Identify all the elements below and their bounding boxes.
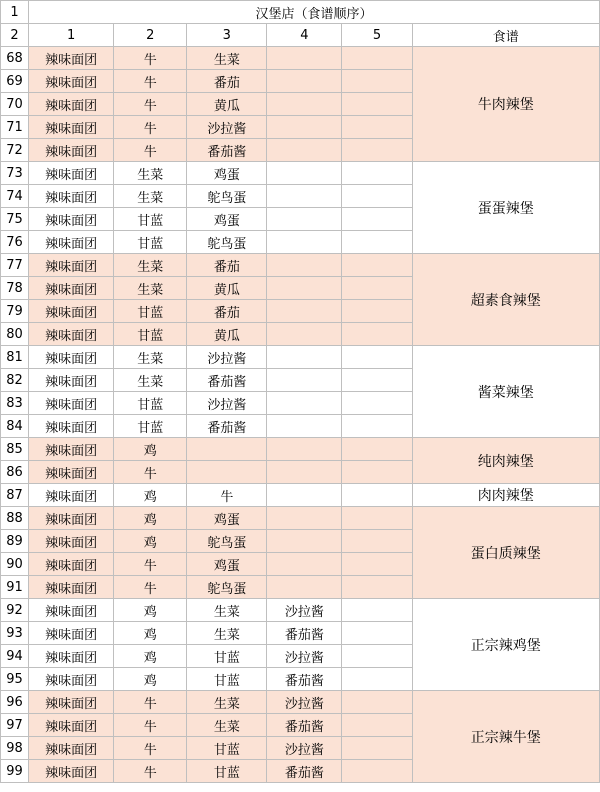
row-header[interactable]: 97: [1, 714, 29, 737]
cell-ingredient-1[interactable]: 辣味面团: [29, 438, 114, 461]
cell-ingredient-1[interactable]: 辣味面团: [29, 392, 114, 415]
cell-ingredient-3[interactable]: 鸡蛋: [187, 162, 267, 185]
row-header[interactable]: 76: [1, 231, 29, 254]
row-header[interactable]: 77: [1, 254, 29, 277]
cell-ingredient-5[interactable]: [342, 185, 412, 208]
row-header[interactable]: 90: [1, 553, 29, 576]
cell-ingredient-2[interactable]: 牛: [114, 760, 187, 783]
table-row: [1, 438, 600, 461]
cell-ingredient-2[interactable]: 甘蓝: [114, 323, 187, 346]
cell-ingredient-3[interactable]: 牛: [187, 484, 267, 507]
cell-ingredient-2[interactable]: 鸡: [114, 645, 187, 668]
cell-ingredient-1[interactable]: 辣味面团: [29, 461, 114, 484]
cell-ingredient-3[interactable]: 生菜: [187, 714, 267, 737]
cell-ingredient-1[interactable]: 辣味面团: [29, 507, 114, 530]
cell-ingredient-2[interactable]: 生菜: [114, 346, 187, 369]
cell-ingredient-1[interactable]: 辣味面团: [29, 369, 114, 392]
cell-ingredient-5[interactable]: [342, 392, 412, 415]
cell-ingredient-3[interactable]: 番茄: [187, 300, 267, 323]
cell-ingredient-4[interactable]: [267, 93, 342, 116]
cell-ingredient-4[interactable]: [267, 162, 342, 185]
cell-ingredient-4[interactable]: 沙拉酱: [267, 599, 342, 622]
cell-ingredient-5[interactable]: [342, 599, 412, 622]
row-header[interactable]: 72: [1, 139, 29, 162]
cell-ingredient-1[interactable]: 辣味面团: [29, 185, 114, 208]
row-header[interactable]: 79: [1, 300, 29, 323]
column-header-row: [1, 24, 600, 47]
cell-ingredient-4[interactable]: [267, 277, 342, 300]
cell-ingredient-5[interactable]: [342, 691, 412, 714]
column-header-4: 4: [267, 24, 342, 47]
cell-ingredient-3[interactable]: 鸡蛋: [187, 507, 267, 530]
cell-ingredient-2[interactable]: 甘蓝: [114, 392, 187, 415]
cell-ingredient-2[interactable]: 甘蓝: [114, 415, 187, 438]
cell-ingredient-1[interactable]: 辣味面团: [29, 415, 114, 438]
cell-ingredient-4[interactable]: [267, 392, 342, 415]
row-header[interactable]: 88: [1, 507, 29, 530]
cell-ingredient-3[interactable]: 黄瓜: [187, 93, 267, 116]
cell-ingredient-4[interactable]: [267, 438, 342, 461]
row-header[interactable]: 74: [1, 185, 29, 208]
cell-ingredient-2[interactable]: 牛: [114, 93, 187, 116]
cell-ingredient-1[interactable]: 辣味面团: [29, 93, 114, 116]
row-header[interactable]: 70: [1, 93, 29, 116]
cell-ingredient-4[interactable]: [267, 553, 342, 576]
cell-ingredient-2[interactable]: 生菜: [114, 254, 187, 277]
row-header[interactable]: 75: [1, 208, 29, 231]
cell-ingredient-5[interactable]: [342, 70, 412, 93]
cell-ingredient-1[interactable]: 辣味面团: [29, 323, 114, 346]
cell-ingredient-4[interactable]: [267, 576, 342, 599]
cell-ingredient-4[interactable]: [267, 300, 342, 323]
cell-ingredient-1[interactable]: 辣味面团: [29, 47, 114, 70]
row-header[interactable]: 93: [1, 622, 29, 645]
cell-ingredient-5[interactable]: [342, 254, 412, 277]
cell-ingredient-1[interactable]: 辣味面团: [29, 530, 114, 553]
cell-ingredient-5[interactable]: [342, 645, 412, 668]
row-header[interactable]: 94: [1, 645, 29, 668]
cell-ingredient-5[interactable]: [342, 116, 412, 139]
cell-ingredient-3[interactable]: 番茄酱: [187, 369, 267, 392]
cell-ingredient-1[interactable]: 辣味面团: [29, 760, 114, 783]
cell-ingredient-3[interactable]: 甘蓝: [187, 760, 267, 783]
cell-recipe-name[interactable]: 蛋蛋辣堡: [412, 162, 599, 254]
cell-recipe-name[interactable]: 肉肉辣堡: [412, 484, 599, 507]
table-row: [1, 47, 600, 70]
row-header[interactable]: 89: [1, 530, 29, 553]
row-header[interactable]: 96: [1, 691, 29, 714]
row-header[interactable]: 99: [1, 760, 29, 783]
cell-ingredient-3[interactable]: 番茄: [187, 70, 267, 93]
cell-ingredient-2[interactable]: 甘蓝: [114, 231, 187, 254]
cell-ingredient-3[interactable]: 甘蓝: [187, 668, 267, 691]
cell-ingredient-4[interactable]: [267, 208, 342, 231]
cell-ingredient-3[interactable]: 鸵鸟蛋: [187, 576, 267, 599]
cell-ingredient-5[interactable]: [342, 737, 412, 760]
cell-ingredient-5[interactable]: [342, 484, 412, 507]
cell-ingredient-5[interactable]: [342, 760, 412, 783]
cell-ingredient-3[interactable]: 番茄酱: [187, 139, 267, 162]
cell-ingredient-1[interactable]: 辣味面团: [29, 70, 114, 93]
row-header[interactable]: 81: [1, 346, 29, 369]
column-header-recipe: 食谱: [412, 24, 599, 47]
cell-ingredient-2[interactable]: 牛: [114, 714, 187, 737]
cell-ingredient-1[interactable]: 辣味面团: [29, 553, 114, 576]
row-header[interactable]: 80: [1, 323, 29, 346]
cell-ingredient-2[interactable]: 鸡: [114, 668, 187, 691]
column-header-5: 5: [342, 24, 412, 47]
cell-ingredient-4[interactable]: 番茄酱: [267, 714, 342, 737]
cell-ingredient-3[interactable]: 黄瓜: [187, 323, 267, 346]
row-header[interactable]: 85: [1, 438, 29, 461]
cell-ingredient-3[interactable]: 鸵鸟蛋: [187, 185, 267, 208]
cell-ingredient-3[interactable]: 沙拉酱: [187, 392, 267, 415]
cell-recipe-name[interactable]: 纯肉辣堡: [412, 438, 599, 484]
cell-ingredient-1[interactable]: 辣味面团: [29, 254, 114, 277]
cell-ingredient-4[interactable]: 沙拉酱: [267, 645, 342, 668]
table-row: [1, 507, 600, 530]
cell-ingredient-4[interactable]: [267, 507, 342, 530]
cell-ingredient-5[interactable]: [342, 714, 412, 737]
cell-ingredient-2[interactable]: 生菜: [114, 369, 187, 392]
cell-ingredient-3[interactable]: 生菜: [187, 599, 267, 622]
cell-ingredient-4[interactable]: [267, 323, 342, 346]
cell-recipe-name[interactable]: 正宗辣牛堡: [412, 691, 599, 783]
cell-ingredient-1[interactable]: 辣味面团: [29, 300, 114, 323]
cell-ingredient-2[interactable]: 牛: [114, 47, 187, 70]
title-row: [1, 1, 600, 24]
cell-ingredient-4[interactable]: [267, 369, 342, 392]
cell-recipe-name[interactable]: 正宗辣鸡堡: [412, 599, 599, 691]
cell-ingredient-2[interactable]: 牛: [114, 139, 187, 162]
row-header[interactable]: 78: [1, 277, 29, 300]
cell-ingredient-2[interactable]: 生菜: [114, 185, 187, 208]
cell-ingredient-5[interactable]: [342, 323, 412, 346]
cell-ingredient-5[interactable]: [342, 461, 412, 484]
cell-recipe-name[interactable]: 酱菜辣堡: [412, 346, 599, 438]
cell-ingredient-2[interactable]: 鸡: [114, 484, 187, 507]
cell-ingredient-5[interactable]: [342, 231, 412, 254]
cell-ingredient-4[interactable]: 番茄酱: [267, 668, 342, 691]
cell-ingredient-3[interactable]: 鸵鸟蛋: [187, 231, 267, 254]
cell-ingredient-5[interactable]: [342, 346, 412, 369]
cell-ingredient-4[interactable]: [267, 185, 342, 208]
cell-ingredient-2[interactable]: 生菜: [114, 162, 187, 185]
cell-ingredient-4[interactable]: [267, 139, 342, 162]
cell-ingredient-3[interactable]: 沙拉酱: [187, 346, 267, 369]
cell-ingredient-5[interactable]: [342, 438, 412, 461]
row-header[interactable]: 91: [1, 576, 29, 599]
cell-ingredient-4[interactable]: [267, 47, 342, 70]
cell-ingredient-1[interactable]: 辣味面团: [29, 346, 114, 369]
table-row: [1, 691, 600, 714]
cell-ingredient-3[interactable]: 鸡蛋: [187, 208, 267, 231]
cell-ingredient-3[interactable]: 鸵鸟蛋: [187, 530, 267, 553]
cell-ingredient-1[interactable]: 辣味面团: [29, 208, 114, 231]
cell-ingredient-5[interactable]: [342, 576, 412, 599]
cell-ingredient-1[interactable]: 辣味面团: [29, 622, 114, 645]
cell-ingredient-1[interactable]: 辣味面团: [29, 162, 114, 185]
cell-recipe-name[interactable]: 蛋白质辣堡: [412, 507, 599, 599]
cell-ingredient-2[interactable]: 牛: [114, 553, 187, 576]
cell-ingredient-1[interactable]: 辣味面团: [29, 737, 114, 760]
cell-ingredient-4[interactable]: 沙拉酱: [267, 737, 342, 760]
cell-ingredient-2[interactable]: 鸡: [114, 507, 187, 530]
cell-ingredient-4[interactable]: 沙拉酱: [267, 691, 342, 714]
cell-ingredient-2[interactable]: 牛: [114, 737, 187, 760]
cell-ingredient-2[interactable]: 鸡: [114, 438, 187, 461]
cell-ingredient-3[interactable]: 甘蓝: [187, 737, 267, 760]
cell-ingredient-3[interactable]: 生菜: [187, 47, 267, 70]
cell-recipe-name[interactable]: 超素食辣堡: [412, 254, 599, 346]
cell-ingredient-4[interactable]: 番茄酱: [267, 760, 342, 783]
table-row: [1, 484, 600, 507]
column-header-3: 3: [187, 24, 267, 47]
cell-ingredient-4[interactable]: [267, 530, 342, 553]
cell-ingredient-4[interactable]: [267, 70, 342, 93]
row-header[interactable]: 69: [1, 70, 29, 93]
cell-ingredient-3[interactable]: 番茄: [187, 254, 267, 277]
row-header[interactable]: 84: [1, 415, 29, 438]
cell-ingredient-1[interactable]: 辣味面团: [29, 139, 114, 162]
row-header[interactable]: 87: [1, 484, 29, 507]
cell-ingredient-5[interactable]: [342, 300, 412, 323]
cell-ingredient-5[interactable]: [342, 668, 412, 691]
cell-ingredient-2[interactable]: 牛: [114, 70, 187, 93]
table-row: [1, 254, 600, 277]
row-header[interactable]: 68: [1, 47, 29, 70]
cell-ingredient-3[interactable]: 生菜: [187, 691, 267, 714]
cell-ingredient-3[interactable]: [187, 438, 267, 461]
cell-ingredient-2[interactable]: 甘蓝: [114, 300, 187, 323]
cell-ingredient-3[interactable]: 番茄酱: [187, 415, 267, 438]
cell-ingredient-1[interactable]: 辣味面团: [29, 599, 114, 622]
cell-ingredient-3[interactable]: 甘蓝: [187, 645, 267, 668]
cell-ingredient-2[interactable]: 甘蓝: [114, 208, 187, 231]
column-header-1: 1: [29, 24, 114, 47]
cell-ingredient-5[interactable]: [342, 369, 412, 392]
cell-ingredient-2[interactable]: 牛: [114, 461, 187, 484]
cell-ingredient-5[interactable]: [342, 277, 412, 300]
cell-ingredient-1[interactable]: 辣味面团: [29, 714, 114, 737]
cell-ingredient-5[interactable]: [342, 415, 412, 438]
row-header[interactable]: 73: [1, 162, 29, 185]
cell-ingredient-1[interactable]: 辣味面团: [29, 231, 114, 254]
cell-ingredient-3[interactable]: 沙拉酱: [187, 116, 267, 139]
cell-ingredient-5[interactable]: [342, 162, 412, 185]
cell-ingredient-5[interactable]: [342, 507, 412, 530]
row-header[interactable]: 71: [1, 116, 29, 139]
cell-ingredient-4[interactable]: [267, 415, 342, 438]
cell-ingredient-3[interactable]: 生菜: [187, 622, 267, 645]
cell-ingredient-1[interactable]: 辣味面团: [29, 116, 114, 139]
cell-ingredient-1[interactable]: 辣味面团: [29, 484, 114, 507]
table-row: [1, 346, 600, 369]
row-header[interactable]: 92: [1, 599, 29, 622]
cell-ingredient-2[interactable]: 鸡: [114, 599, 187, 622]
table-row: [1, 162, 600, 185]
cell-ingredient-5[interactable]: [342, 47, 412, 70]
cell-ingredient-2[interactable]: 牛: [114, 116, 187, 139]
row-header[interactable]: 83: [1, 392, 29, 415]
row-header[interactable]: 95: [1, 668, 29, 691]
cell-ingredient-1[interactable]: 辣味面团: [29, 576, 114, 599]
sheet-title: 汉堡店（食谱顺序）: [29, 1, 600, 24]
cell-ingredient-4[interactable]: [267, 116, 342, 139]
row-header-2[interactable]: 2: [1, 24, 29, 47]
cell-recipe-name[interactable]: 牛肉辣堡: [412, 47, 599, 162]
cell-ingredient-1[interactable]: 辣味面团: [29, 691, 114, 714]
cell-ingredient-5[interactable]: [342, 139, 412, 162]
cell-ingredient-5[interactable]: [342, 530, 412, 553]
cell-ingredient-3[interactable]: 鸡蛋: [187, 553, 267, 576]
cell-ingredient-5[interactable]: [342, 553, 412, 576]
cell-ingredient-1[interactable]: 辣味面团: [29, 277, 114, 300]
cell-ingredient-4[interactable]: [267, 231, 342, 254]
table-row: [1, 599, 600, 622]
row-header[interactable]: 82: [1, 369, 29, 392]
cell-ingredient-5[interactable]: [342, 622, 412, 645]
cell-ingredient-1[interactable]: 辣味面团: [29, 668, 114, 691]
cell-ingredient-2[interactable]: 鸡: [114, 622, 187, 645]
cell-ingredient-2[interactable]: 生菜: [114, 277, 187, 300]
cell-ingredient-2[interactable]: 牛: [114, 576, 187, 599]
cell-ingredient-5[interactable]: [342, 93, 412, 116]
row-header[interactable]: 86: [1, 461, 29, 484]
cell-ingredient-3[interactable]: [187, 461, 267, 484]
cell-ingredient-1[interactable]: 辣味面团: [29, 645, 114, 668]
cell-ingredient-4[interactable]: 番茄酱: [267, 622, 342, 645]
row-header[interactable]: 98: [1, 737, 29, 760]
cell-ingredient-2[interactable]: 牛: [114, 691, 187, 714]
cell-ingredient-4[interactable]: [267, 461, 342, 484]
column-header-2: 2: [114, 24, 187, 47]
cell-ingredient-3[interactable]: 黄瓜: [187, 277, 267, 300]
row-header-1[interactable]: 1: [1, 1, 29, 24]
cell-ingredient-2[interactable]: 鸡: [114, 530, 187, 553]
cell-ingredient-4[interactable]: [267, 484, 342, 507]
cell-ingredient-4[interactable]: [267, 346, 342, 369]
cell-ingredient-4[interactable]: [267, 254, 342, 277]
cell-ingredient-5[interactable]: [342, 208, 412, 231]
